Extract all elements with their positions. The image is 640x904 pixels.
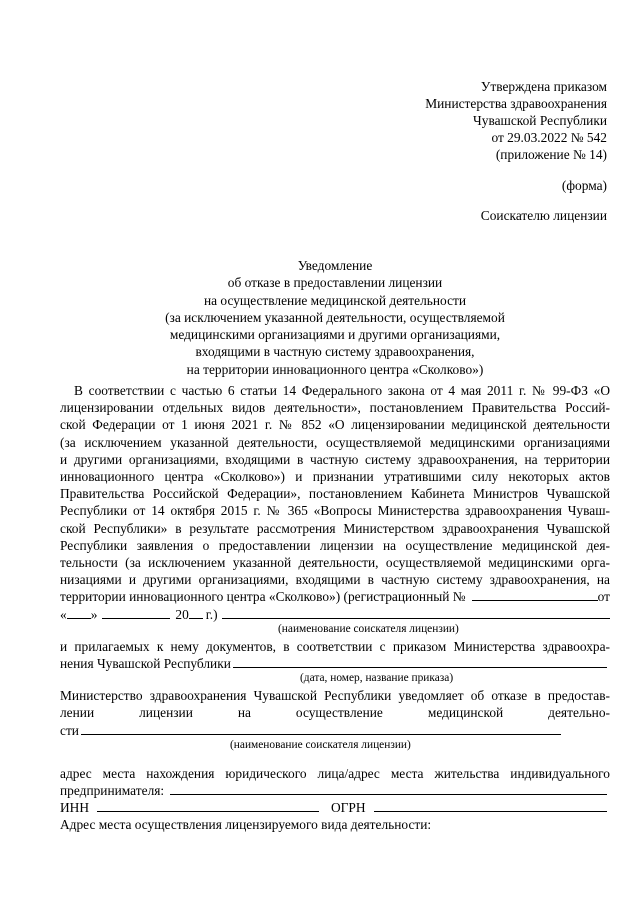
body-line: (за исключением указанной деятельности, осуществляемой медицинскими организациями xyxy=(60,434,610,450)
registration-line xyxy=(60,588,610,605)
registration-from-label: от xyxy=(597,589,610,605)
title-line: медицинскими организациями и другими организациями, xyxy=(169,327,501,343)
caption-applicant-2: (наименование соискателя лицензии) xyxy=(230,738,411,751)
body-line: лицензировании отдельных видов деятельности», постановлением Правительства Россий- xyxy=(60,400,610,416)
address-field[interactable] xyxy=(170,782,607,795)
body-line: ской Федерации от 1 июня 2021 г. № 852 «О лицензировании медицинской деятельности xyxy=(60,417,610,433)
body-line: и другими организациями, входящими в частную систему здравоохранения, на территории xyxy=(60,451,610,467)
form-label: (форма) xyxy=(561,178,607,193)
year-suffix: г.) xyxy=(205,606,218,622)
document-body xyxy=(60,382,610,834)
title-line: на территории инновационного центра «Сколково») xyxy=(186,361,484,377)
body-line: низациями и другими организациями, входящими в частную систему здравоохранения, на xyxy=(60,572,610,588)
year-prefix: 20 xyxy=(175,606,189,622)
title-line: на осуществление медицинской деятельности xyxy=(203,292,467,308)
body-line: Республики от 14 октября 2015 г. № 365 «Вопросы Министерства здравоохранения Чуваш- xyxy=(60,503,610,519)
approval-line: Министерства здравоохранения xyxy=(425,96,607,111)
registration-text: территории инновационного центра «Сколково») (регистрационный № xyxy=(60,589,466,605)
body-line: Правительства Российской Федерации», постановлением Кабинета Министров Чувашской xyxy=(60,486,610,502)
body-line: Республики заявления о предоставлении лицензии на осуществление медицинской дея- xyxy=(60,537,610,553)
ogrn-label: ОГРН xyxy=(331,800,366,816)
title-line: (за исключением указанной деятельности, осуществляемой xyxy=(165,309,505,325)
inn-ogrn-line xyxy=(60,799,610,816)
order-field[interactable] xyxy=(233,655,607,668)
address-line xyxy=(60,782,610,799)
body-line: В соответствии с частью 6 статьи 14 Федерального закона от 4 мая 2011 г. № 99-ФЗ «О xyxy=(74,383,610,398)
addressee: Соискателю лицензии xyxy=(480,208,607,223)
body-line: лении лицензии на осуществление медицинской деятельно- xyxy=(60,705,610,721)
order-line-text: нения Чувашской Республики xyxy=(60,656,231,672)
body-line: ской Республики» в результате рассмотрения Министерством здравоохранения Чувашской xyxy=(60,520,610,536)
approval-line: Чувашской Республики xyxy=(473,113,607,128)
body-line: Министерство здравоохранения Чувашской Республики уведомляет об отказе в предостав- xyxy=(60,688,610,704)
ogrn-field[interactable] xyxy=(374,799,607,812)
notify-applicant-line xyxy=(60,722,610,739)
body-line: адрес места нахождения юридического лица/адрес места жительства индивидуального xyxy=(60,765,610,781)
approval-line: (приложение № 14) xyxy=(495,147,607,162)
registration-date-line xyxy=(60,606,610,623)
body-line: и прилагаемых к нему документов, в соответствии с приказом Министерства здравоохра- xyxy=(60,638,610,654)
place-label: Адрес места осуществления лицензируемого вида деятельности: xyxy=(60,817,432,833)
applicant-name-field-2[interactable] xyxy=(81,722,561,735)
caption-applicant: (наименование соискателя лицензии) xyxy=(278,622,459,635)
body-line: тельности (за исключением указанной деятельности, осуществляемой медицинскими орга- xyxy=(60,555,610,571)
body-line: инновационного центра «Сколково») и признании утратившими силу некоторых актов xyxy=(60,469,610,485)
title-line: об отказе в предоставлении лицензии xyxy=(227,275,443,291)
registration-number-field[interactable] xyxy=(472,588,598,601)
approval-line: Утверждена приказом xyxy=(480,79,607,94)
date-day-field[interactable] xyxy=(67,606,91,619)
inn-field[interactable] xyxy=(97,799,319,812)
approval-block xyxy=(247,78,607,163)
date-quote-open: « xyxy=(60,606,67,622)
document-title xyxy=(60,257,610,378)
title-line: Уведомление xyxy=(297,258,373,273)
date-quote-close: » xyxy=(90,606,98,622)
date-year-field[interactable] xyxy=(189,606,203,619)
order-line xyxy=(60,655,610,672)
notify-line-text: сти xyxy=(60,722,79,738)
inn-label: ИНН xyxy=(60,800,90,816)
approval-line: от 29.03.2022 № 542 xyxy=(491,130,607,145)
title-line: входящими в частную систему здравоохранения, xyxy=(195,344,475,360)
applicant-name-field[interactable] xyxy=(222,606,610,619)
caption-order: (дата, номер, название приказа) xyxy=(300,672,454,685)
address-label: предпринимателя: xyxy=(60,783,165,799)
date-month-field[interactable] xyxy=(102,606,170,619)
